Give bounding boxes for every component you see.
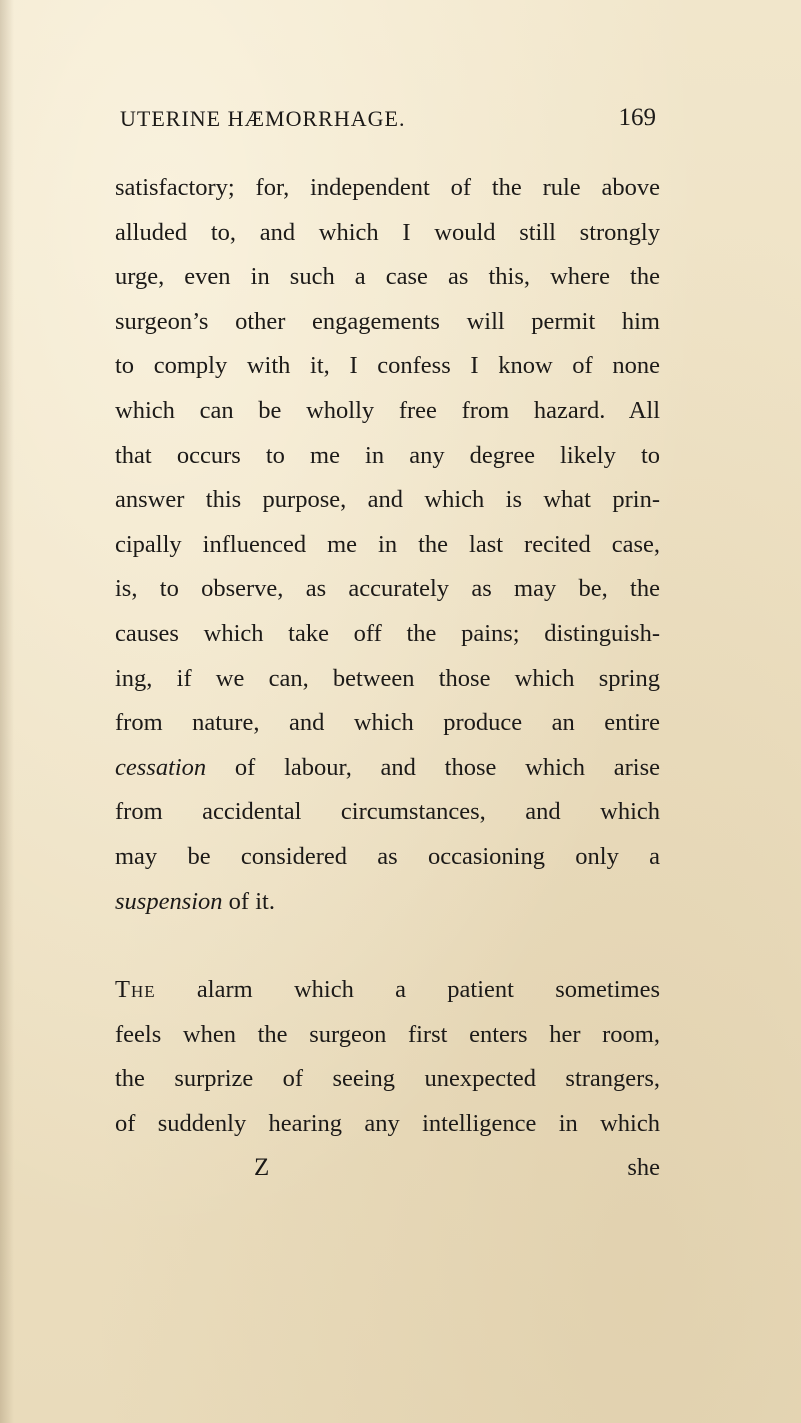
- italic-term: suspension: [115, 887, 223, 915]
- page-number: 169: [618, 104, 656, 131]
- italic-term: cessation: [115, 753, 207, 781]
- text-line: cipally influenced me in the last recited case,: [115, 530, 660, 558]
- text-run: of labour, and those which arise: [206, 753, 660, 781]
- text-line: feels when the surgeon first enters her room,: [115, 1020, 660, 1048]
- text-line: alluded to, and which I would still strongly: [115, 218, 660, 246]
- text-line: causes which take off the pains; distinguish-: [115, 619, 660, 647]
- running-title: UTERINE HÆMORRHAGE.: [120, 106, 406, 131]
- text-line: from nature, and which produce an entire: [115, 709, 660, 737]
- text-run: alarm which a patient sometimes: [155, 976, 660, 1004]
- text-line: to comply with it, I confess I know of none: [115, 352, 660, 380]
- text-line: which can be wholly free from hazard. All: [115, 396, 660, 424]
- text-line: may be considered as occasioning only a: [115, 842, 660, 870]
- text-run: of it.: [222, 887, 275, 915]
- text-line: [115, 968, 660, 1013]
- text-line: is, to observe, as accurately as may be, the: [115, 575, 660, 603]
- signature-mark: Z: [254, 1154, 270, 1182]
- paragraph-spacer: [115, 924, 660, 968]
- text-line: from accidental circumstances, and which: [115, 798, 660, 826]
- text-line: the surprize of seeing unexpected strangers,: [115, 1065, 660, 1093]
- text-line: [115, 746, 660, 791]
- page-gutter-shadow: [0, 0, 14, 1423]
- catchword: she: [627, 1154, 660, 1182]
- text-line: answer this purpose, and which is what prin-: [115, 486, 660, 514]
- text-line: ing, if we can, between those which spring: [115, 664, 660, 692]
- body-text: [115, 166, 660, 1191]
- text-line: surgeon’s other engagements will permit him: [115, 307, 660, 335]
- text-line: [115, 880, 660, 925]
- small-caps-lead: The: [115, 976, 156, 1004]
- page-footer: [115, 1146, 660, 1191]
- page-header: [120, 106, 656, 146]
- paragraph-2: [115, 968, 660, 1146]
- text-line: satisfactory; for, independent of the rule above: [115, 174, 660, 201]
- paragraph-1: [115, 166, 660, 924]
- text-line: that occurs to me in any degree likely to: [115, 441, 660, 469]
- text-line: of suddenly hearing any intelligence in which: [115, 1109, 660, 1137]
- text-line: urge, even in such a case as this, where the: [115, 263, 660, 291]
